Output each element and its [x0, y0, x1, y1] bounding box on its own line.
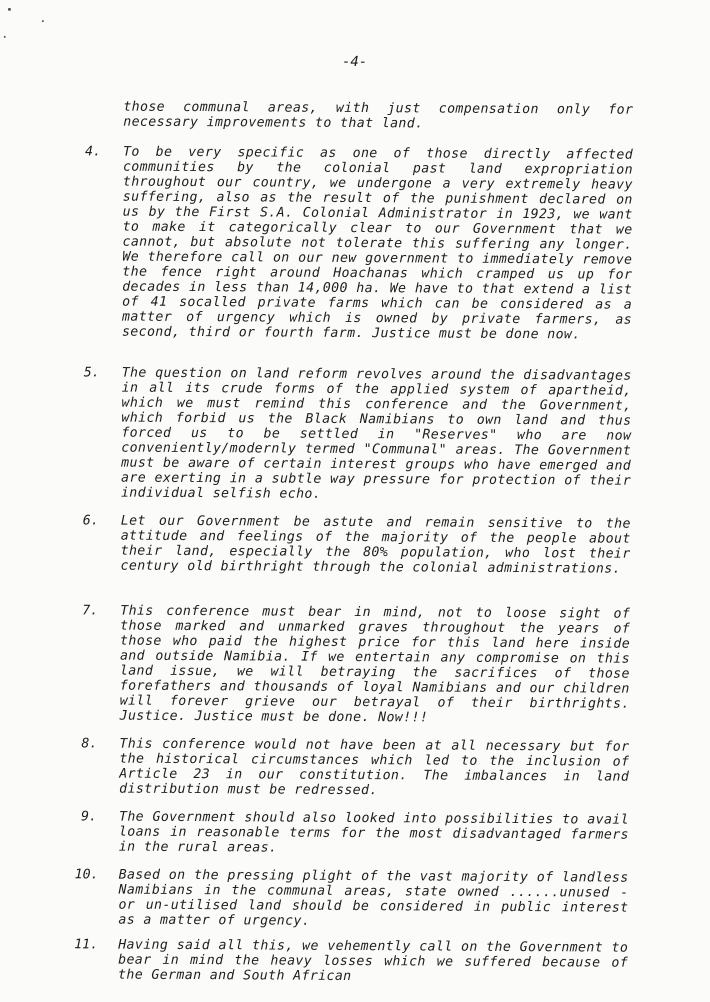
paragraph-number: 7. — [82, 603, 99, 619]
paragraph-number: 9. — [80, 809, 97, 825]
paragraph-number: 8. — [81, 736, 98, 752]
paper-speck — [8, 8, 11, 11]
paragraph-text: This conference must bear in mind, not to loose sight of those marked and unmarked graves throughout the years of those who paid the highest price for this land here inside and outside Namibia. If we entertain any compromise on this land issue, we will betraying the sacrifices of those forefathers and thousands of loyal Namibians and our children will forever grieve our betrayal of their birthrights. Justice. Justice must be done. Now!!! — [119, 603, 631, 726]
paragraph-text: Based on the pressing plight of the vast majority of landless Namibians in the communal areas, state owned ......unused - or un-utilised land should be considered in public interest as a matter of urgency. — [118, 867, 629, 929]
paragraph-number: 4. — [85, 144, 102, 160]
paragraph-text: The Government should also looked into possibilities to avail loans in reasonable terms for the most disadvantaged farmers in the rural areas. — [118, 809, 630, 856]
page-number: -4- — [341, 53, 368, 71]
paper-speck — [42, 20, 44, 22]
paragraph-number: 11. — [74, 937, 99, 953]
paragraph-text: Let our Government be astute and remain sensitive to the attitude and feelings of the majority of the people about their land, especially the 80% population, who lost their century old birthright through the colonial administrations. — [120, 513, 631, 577]
paragraph-number: 5. — [83, 365, 100, 381]
paper-speck — [4, 36, 6, 38]
paragraph-text: This conference would not have been at all necessary but for the historical circumstances which led to the inclusion of Article 23 in our constitution. The imbalances in land distribution must be redressed. — [119, 736, 630, 799]
paragraph-continued: those communal areas, with just compensation only for necessary improvements to that land. — [123, 99, 634, 132]
paragraph-text: The question on land reform revolves around the disadvantages in all its crude forms of the applied system of apartheid, which we must remind this conference and the Government, which forbid us the Black Namibians to own land and thus forced us to be settled in "Reserves" who are now conveniently/modernly termed "Communal" areas. The Government must be aware of certain interest groups who have emerged and are exerting in a subtle way pressure for protection of their individual selfish echo. — [120, 365, 632, 502]
paragraph-text: Having said all this, we vehemently call on the Government to bear in mind the heavy losses which we suffered because of the German and South African — [117, 937, 629, 984]
paragraph-number: 6. — [82, 513, 99, 529]
paragraph-number: 10. — [74, 867, 99, 883]
paragraph-text: To be very specific as one of those directly affected communities by the colonial past land expropriation throughout our country, we undergone a very extremely heavy suffering, also as the result of the punishment declared on us by the First S.A. Colonial Administrator in 1923, we want to make it categorically clear to our Government that we cannot, but absolute not tolerate this suffering any longer. We therefore call on our new government to immediately remove the fence right around Hoachanas which cramped us up for decades in less than 14,000 ha. We have to that extend a list of 41 socalled private farms which can be considered as a matter of urgency which is owned by private farmers, as second, third or fourth farm. Justice must be done now. — [121, 144, 634, 343]
